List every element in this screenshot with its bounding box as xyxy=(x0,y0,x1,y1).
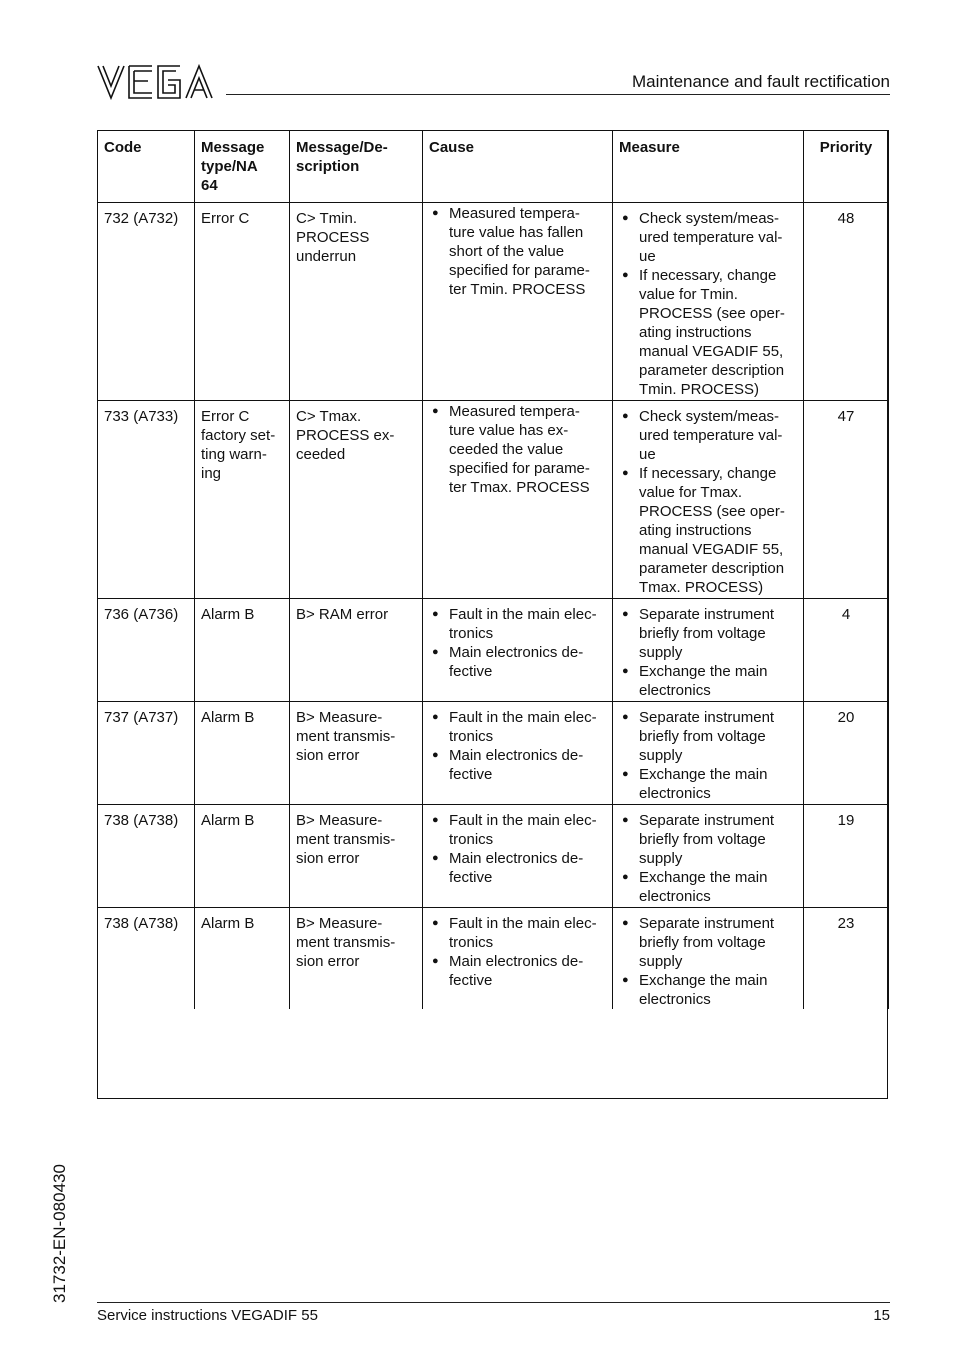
cell-priority: 4 xyxy=(804,599,889,702)
cell-message-type: Error C xyxy=(195,203,290,401)
cell-measure xyxy=(613,599,804,702)
col-header-measure: Measure xyxy=(613,131,804,203)
cell-measure xyxy=(613,203,804,401)
list-item: ● Fault in the main elec- tronics xyxy=(429,708,606,746)
col-header-priority: Priority xyxy=(804,131,889,203)
list-item: ● Separate instrument briefly from voltage supply xyxy=(619,605,797,662)
cell-cause xyxy=(423,401,613,599)
cell-priority: 19 xyxy=(804,805,889,908)
cell-priority: 20 xyxy=(804,702,889,805)
list-item: ● Main electronics de- fective xyxy=(429,643,606,681)
list-item: ● Main electronics de- fective xyxy=(429,849,606,887)
cell-message-type: Alarm B xyxy=(195,702,290,805)
cell-cause xyxy=(423,702,613,805)
cell-measure xyxy=(613,908,804,1010)
footer-divider xyxy=(97,1302,890,1303)
cell-description: B> Measure- ment transmis- sion error xyxy=(290,702,423,805)
list-item: ● Measured tempera- ture value has ex- ceeded the value specified for parame- ter Tmax. PROCESS xyxy=(429,402,606,497)
header-divider xyxy=(226,94,890,95)
table-row xyxy=(98,805,889,908)
fault-code-table xyxy=(97,130,889,1009)
col-header-message-type: Message type/NA 64 xyxy=(195,131,290,203)
list-item: ● Fault in the main elec- tronics xyxy=(429,811,606,849)
cell-cause xyxy=(423,599,613,702)
cell-message-type: Error C factory set- ting warn- ing xyxy=(195,401,290,599)
cell-description: B> Measure- ment transmis- sion error xyxy=(290,908,423,1010)
cell-message-type: Alarm B xyxy=(195,599,290,702)
cell-description: B> Measure- ment transmis- sion error xyxy=(290,805,423,908)
table-row xyxy=(98,401,889,599)
list-item: ● Main electronics de- fective xyxy=(429,952,606,990)
list-item: ● Exchange the main electronics xyxy=(619,868,797,906)
col-header-description: Message/De- scription xyxy=(290,131,423,203)
list-item: ● Separate instrument briefly from voltage supply xyxy=(619,708,797,765)
cell-priority: 48 xyxy=(804,203,889,401)
cell-code: 737 (A737) xyxy=(98,702,195,805)
table-row xyxy=(98,908,889,1010)
table-row xyxy=(98,702,889,805)
table-row xyxy=(98,203,889,401)
page-header-title: Maintenance and fault rectification xyxy=(632,72,890,91)
document-code: 31732-EN-080430 xyxy=(50,1164,69,1303)
cell-measure xyxy=(613,805,804,908)
footer-title: Service instructions VEGADIF 55 xyxy=(97,1307,318,1324)
cell-message-type: Alarm B xyxy=(195,805,290,908)
cell-priority: 23 xyxy=(804,908,889,1010)
page-number: 15 xyxy=(873,1307,890,1324)
cell-description: C> Tmin. PROCESS underrun xyxy=(290,203,423,401)
cell-priority: 47 xyxy=(804,401,889,599)
list-item: ● Check system/meas- ured temperature val- ue xyxy=(619,407,797,464)
list-item: ● Measured tempera- ture value has fallen short of the value specified for parame- ter Tmin. PROCESS xyxy=(429,204,606,299)
cell-code: 738 (A738) xyxy=(98,908,195,1010)
list-item: ● Exchange the main electronics xyxy=(619,971,797,1009)
list-item: ● Check system/meas- ured temperature val- ue xyxy=(619,209,797,266)
col-header-cause: Cause xyxy=(423,131,613,203)
list-item: ● Fault in the main elec- tronics xyxy=(429,914,606,952)
cell-code: 733 (A733) xyxy=(98,401,195,599)
vega-logo xyxy=(96,64,214,100)
cell-cause xyxy=(423,203,613,401)
table-header-row xyxy=(98,131,889,203)
list-item: ● Separate instrument briefly from voltage supply xyxy=(619,811,797,868)
cell-message-type: Alarm B xyxy=(195,908,290,1010)
cell-code: 738 (A738) xyxy=(98,805,195,908)
col-header-code: Code xyxy=(98,131,195,203)
list-item: ● Separate instrument briefly from voltage supply xyxy=(619,914,797,971)
list-item: ● Fault in the main elec- tronics xyxy=(429,605,606,643)
cell-cause xyxy=(423,805,613,908)
cell-code: 732 (A732) xyxy=(98,203,195,401)
cell-code: 736 (A736) xyxy=(98,599,195,702)
list-item: ● Main electronics de- fective xyxy=(429,746,606,784)
list-item: ● If necessary, change value for Tmin. PROCESS (see oper- ating instructions manual VEGADIF 55, parameter description Tmin. PROCESS) xyxy=(619,266,797,399)
cell-measure xyxy=(613,702,804,805)
list-item: ● If necessary, change value for Tmax. PROCESS (see oper- ating instructions manual VEGADIF 55, parameter description Tmax. PROCESS) xyxy=(619,464,797,597)
list-item: ● Exchange the main electronics xyxy=(619,765,797,803)
cell-description: B> RAM error xyxy=(290,599,423,702)
cell-measure xyxy=(613,401,804,599)
table-row xyxy=(98,599,889,702)
cell-cause xyxy=(423,908,613,1010)
cell-description: C> Tmax. PROCESS ex- ceeded xyxy=(290,401,423,599)
list-item: ● Exchange the main electronics xyxy=(619,662,797,700)
